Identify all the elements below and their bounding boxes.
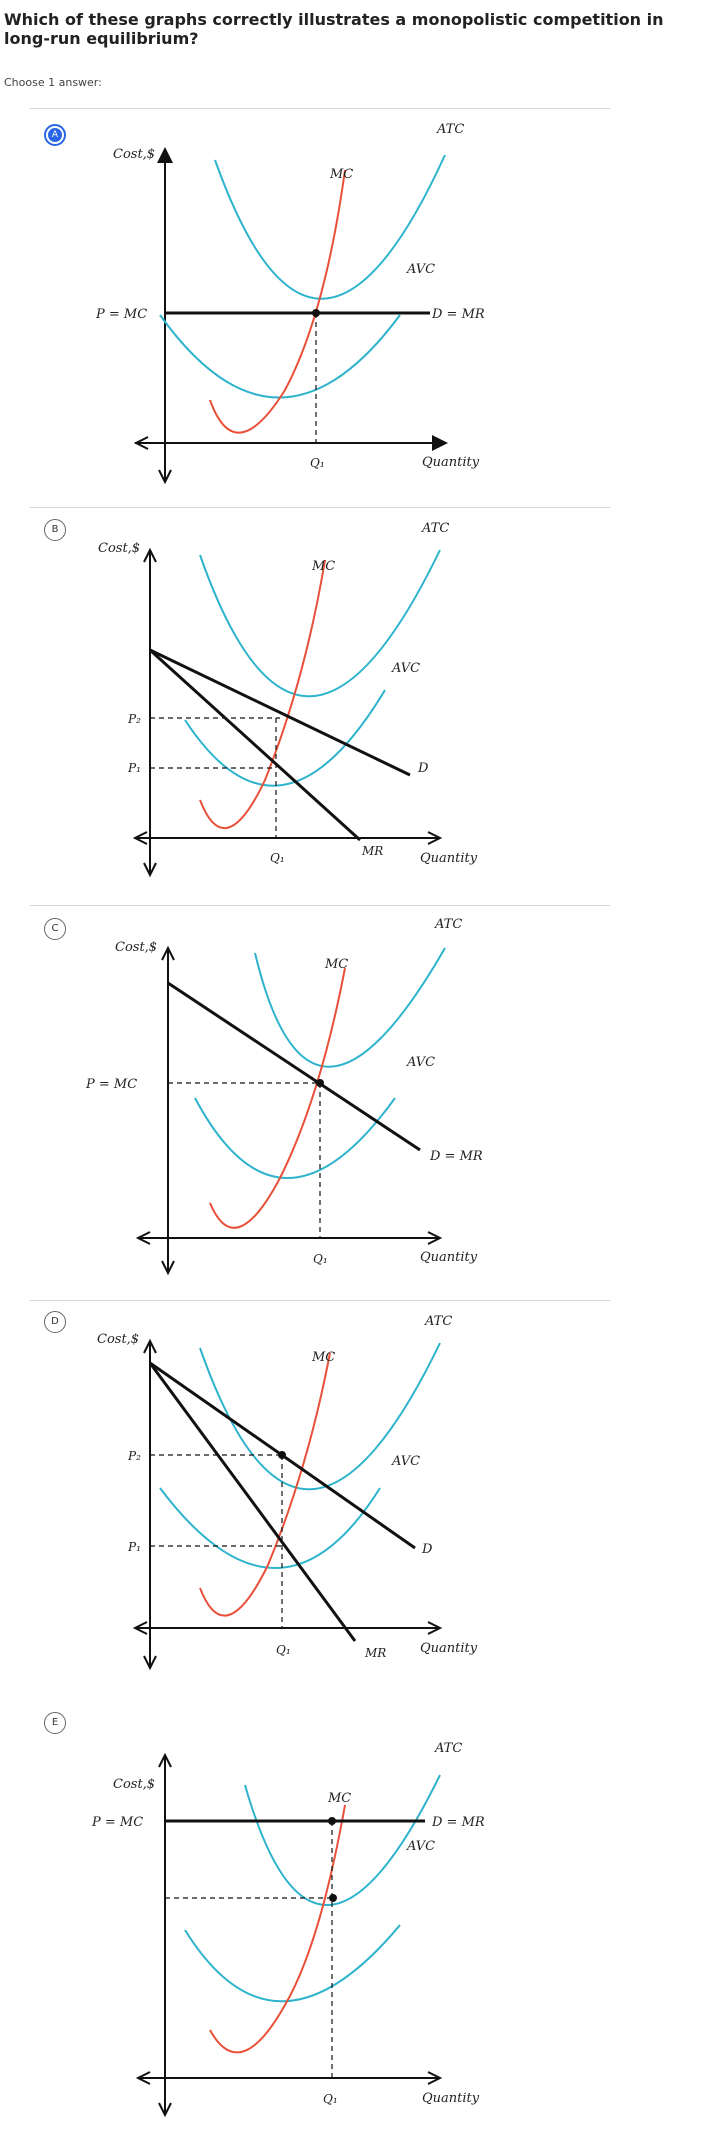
- price-label: P = MC: [96, 307, 148, 322]
- choice-e[interactable]: [0, 1700, 714, 2140]
- instruction-text: Choose 1 answer:: [4, 76, 102, 89]
- choice-letter: C: [51, 923, 59, 934]
- x-axis-label: Quantity: [420, 1250, 478, 1265]
- divider: [30, 507, 610, 508]
- mc-label: MC: [325, 957, 349, 972]
- atc-curve: [255, 948, 445, 1067]
- choice-c[interactable]: [0, 908, 714, 1298]
- mc-curve: [210, 1805, 345, 2052]
- mr-label: MR: [362, 844, 384, 858]
- avc-label: AVC: [407, 1839, 436, 1854]
- y-axis-label: Cost,$: [113, 147, 156, 162]
- graph-a: [0, 110, 714, 500]
- x-axis-label: Quantity: [422, 455, 480, 470]
- divider: [30, 905, 610, 906]
- mr-line: [150, 650, 360, 840]
- p1-label: P₁: [128, 1540, 141, 1554]
- choice-b[interactable]: [0, 510, 714, 900]
- y-axis-label: Cost,$: [97, 1332, 140, 1347]
- q-label: Q₁: [310, 456, 325, 470]
- mr-label: MR: [365, 1646, 387, 1660]
- avc-label: AVC: [407, 1055, 436, 1070]
- price-label: P = MC: [92, 1815, 144, 1830]
- mc-curve: [200, 1353, 330, 1616]
- choice-letter: E: [51, 1717, 59, 1728]
- x-axis-label: Quantity: [422, 2091, 480, 2106]
- price-label: P = MC: [86, 1077, 138, 1092]
- choice-letter: B: [51, 524, 59, 535]
- atc-label: ATC: [435, 917, 463, 932]
- y-axis-label: Cost,$: [98, 541, 141, 556]
- atc-label: ATC: [435, 1741, 463, 1756]
- mc-label: MC: [328, 1791, 352, 1806]
- demand-line: [168, 983, 420, 1150]
- avc-label: AVC: [392, 661, 421, 676]
- demand-label: D: [418, 761, 429, 776]
- mr-line: [150, 1363, 355, 1641]
- y-axis-label: Cost,$: [113, 1777, 156, 1792]
- graph-c: [0, 908, 714, 1298]
- mc-curve: [210, 968, 345, 1228]
- atc-label: ATC: [422, 521, 450, 536]
- graph-b: [0, 510, 714, 900]
- mc-label: MC: [312, 1350, 336, 1365]
- q-label: Q₁: [323, 2092, 338, 2106]
- demand-label: D = MR: [430, 1149, 483, 1164]
- question-text: Which of these graphs correctly illustrates a monopolistic competition in long-run equilibrium?: [4, 10, 664, 48]
- mc-label: MC: [330, 167, 354, 182]
- atc-label: ATC: [437, 122, 465, 137]
- divider: [30, 108, 610, 109]
- y-axis-label: Cost,$: [115, 940, 158, 955]
- p2-label: P₂: [128, 1449, 141, 1463]
- q-label: Q₁: [313, 1252, 328, 1266]
- choice-a[interactable]: [0, 110, 714, 500]
- p1-label: P₁: [128, 761, 141, 775]
- avc-curve: [195, 1098, 395, 1178]
- mc-curve: [210, 170, 345, 433]
- q-label: Q₁: [270, 851, 285, 865]
- demand-label: D = MR: [432, 1815, 485, 1830]
- avc-label: AVC: [407, 262, 436, 277]
- x-axis-label: Quantity: [420, 851, 478, 866]
- graph-d: [0, 1303, 714, 1693]
- choice-letter: A: [48, 128, 62, 142]
- choice-letter: D: [51, 1316, 59, 1327]
- demand-label: D: [422, 1542, 433, 1557]
- divider: [30, 1300, 610, 1301]
- x-axis-label: Quantity: [420, 1641, 478, 1656]
- atc-label: ATC: [425, 1314, 453, 1329]
- demand-label: D = MR: [432, 307, 485, 322]
- p2-label: P₂: [128, 712, 141, 726]
- mc-label: MC: [312, 559, 336, 574]
- graph-e: [0, 1700, 714, 2140]
- avc-label: AVC: [392, 1454, 421, 1469]
- avc-curve: [160, 315, 400, 398]
- q-label: Q₁: [276, 1643, 291, 1657]
- choice-d[interactable]: [0, 1303, 714, 1693]
